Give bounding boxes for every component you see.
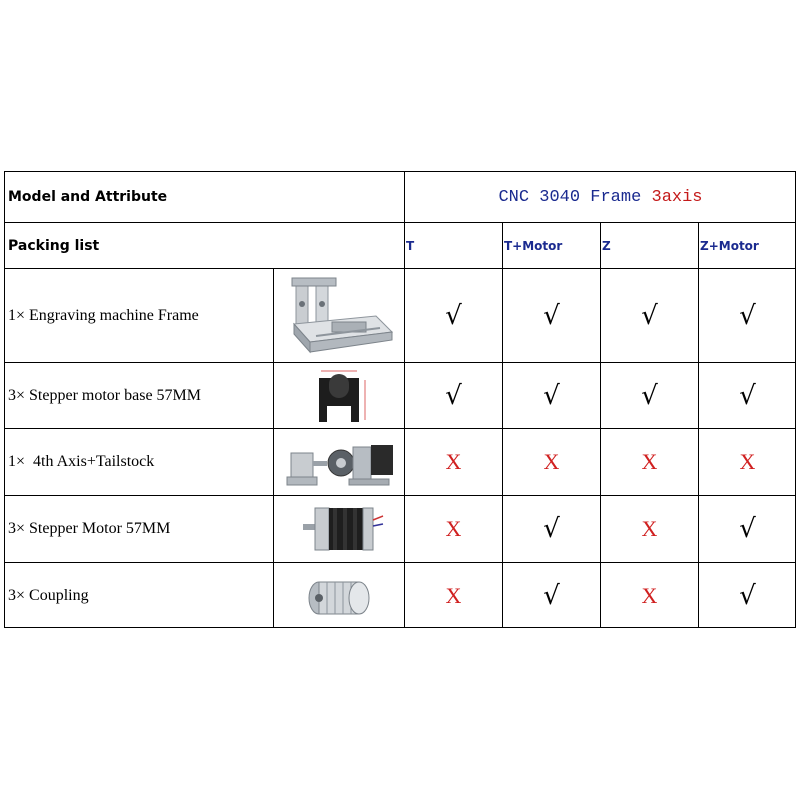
- mark-cell: [600, 428, 698, 495]
- table-row-item: [4, 362, 273, 428]
- column-header-t-motor: [502, 222, 600, 268]
- check-mark: √: [543, 300, 560, 331]
- mark-cell: [502, 428, 600, 495]
- table-row-item: [4, 562, 273, 628]
- mark-cell: [404, 428, 502, 495]
- stepper-motor-picture: [289, 500, 389, 558]
- mark-cell: [600, 362, 698, 428]
- check-mark: √: [739, 514, 756, 544]
- mark-cell: [502, 268, 600, 362]
- stepper-motor-image: [273, 495, 404, 562]
- cross-mark: X: [641, 582, 658, 608]
- model-attribute-text: Model and Attribute: [8, 189, 168, 205]
- check-mark: √: [739, 580, 756, 611]
- cross-mark: X: [641, 449, 658, 474]
- mark-cell: [502, 362, 600, 428]
- check-mark: √: [739, 380, 756, 411]
- check-mark: √: [641, 380, 658, 411]
- mark-cell: [698, 495, 796, 562]
- table-row-item: [4, 428, 273, 495]
- item-label: 1× 4th Axis+Tailstock: [8, 453, 155, 470]
- cross-mark: X: [543, 449, 560, 474]
- mark-cell: [502, 562, 600, 628]
- coupling-image: [273, 562, 404, 628]
- check-mark: √: [543, 380, 560, 411]
- cross-mark: X: [445, 449, 462, 474]
- cross-mark: X: [445, 516, 462, 541]
- packing-list-text: Packing list: [8, 237, 100, 254]
- mark-cell: [502, 495, 600, 562]
- model-attribute-label: [4, 171, 404, 222]
- check-mark: √: [543, 514, 560, 544]
- mark-cell: [698, 268, 796, 362]
- table-row-item: [4, 495, 273, 562]
- check-mark: √: [641, 300, 658, 331]
- mark-cell: [404, 562, 502, 628]
- 4th-axis-tailstock-image: [273, 428, 404, 495]
- check-mark: √: [543, 580, 560, 611]
- cross-mark: X: [739, 449, 756, 474]
- product-title-main: CNC 3040 Frame: [498, 187, 652, 207]
- engraving-frame-picture: [280, 274, 398, 358]
- mark-cell: [698, 428, 796, 495]
- column-header-label: Z: [602, 238, 611, 253]
- coupling-picture: [289, 568, 389, 624]
- item-label: 1× Engraving machine Frame: [8, 306, 199, 324]
- engraving-machine-frame-image: [273, 268, 404, 362]
- stepper-motor-base-image: [273, 362, 404, 428]
- cross-mark: X: [641, 516, 658, 541]
- mark-cell: [404, 495, 502, 562]
- packing-list-label: [4, 222, 404, 268]
- mark-cell: [600, 495, 698, 562]
- table-row-item: [4, 268, 273, 362]
- column-header-label: T: [406, 238, 415, 253]
- mark-cell: [600, 268, 698, 362]
- mark-cell: [600, 562, 698, 628]
- mark-cell: [698, 362, 796, 428]
- mark-cell: [404, 268, 502, 362]
- item-label: 3× Stepper Motor 57MM: [8, 520, 171, 537]
- column-header-label: Z+Motor: [700, 238, 759, 253]
- motor-base-picture: [289, 366, 389, 426]
- column-header-label: T+Motor: [504, 238, 563, 253]
- 4th-axis-picture: [279, 433, 399, 491]
- check-mark: √: [445, 300, 462, 331]
- cross-mark: X: [445, 582, 462, 608]
- mark-cell: [404, 362, 502, 428]
- check-mark: √: [445, 380, 462, 411]
- column-header-z: [600, 222, 698, 268]
- item-label: 3× Coupling: [8, 586, 89, 604]
- mark-cell: [698, 562, 796, 628]
- product-title: [404, 171, 796, 222]
- check-mark: √: [739, 300, 756, 331]
- item-label: 3× Stepper motor base 57MM: [8, 386, 201, 404]
- product-title-axis: 3axis: [651, 187, 703, 207]
- column-header-t: [404, 222, 502, 268]
- column-header-z-motor: [698, 222, 796, 268]
